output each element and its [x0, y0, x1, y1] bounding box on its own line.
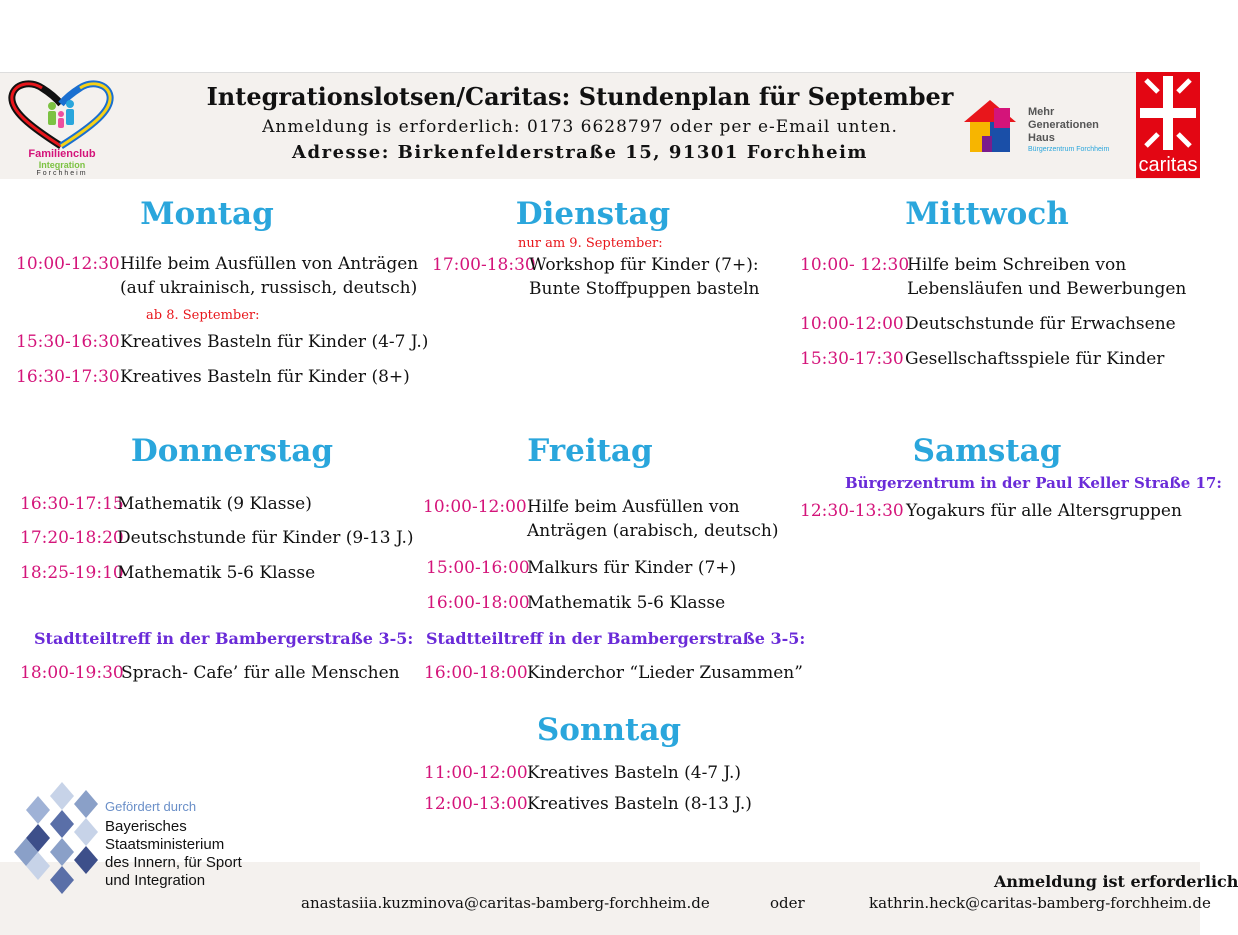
mgh-text-2: Generationen: [1028, 119, 1099, 131]
mgh-text-4: Bürgerzentrum Forchheim: [1028, 146, 1110, 153]
donnerstag-desc-2: Deutschstunde für Kinder (9-13 J.): [117, 528, 414, 548]
sonntag-time-1: 11:00-12:00: [424, 763, 528, 783]
header-subtitle: Anmeldung is erforderlich: 0173 6628797 oder per e-Email unten.: [262, 117, 898, 137]
mittwoch-time-2: 10:00-12:00: [800, 314, 904, 334]
logo-forchheim-text: Forchheim: [36, 170, 88, 177]
mgh-text-3: Haus: [1028, 132, 1055, 144]
freitag-desc-1b: Anträgen (arabisch, deutsch): [527, 521, 779, 541]
caritas-logo: [1136, 72, 1200, 178]
sponsor-text-4: des Innern, für Sport: [105, 854, 242, 871]
dienstag-time-1: 17:00-18:30: [432, 255, 536, 275]
mittwoch-desc-2: Deutschstunde für Erwachsene: [905, 314, 1176, 334]
donnerstag-time-2: 17:20-18:20: [20, 528, 124, 548]
freitag-desc-1: Hilfe beim Ausfüllen von: [527, 497, 740, 517]
donnerstag-desc-4: Sprach- Cafe’ für alle Menschen: [121, 663, 400, 683]
mgh-logo: [960, 96, 1130, 162]
mittwoch-desc-1b: Lebensläufen und Bewerbungen: [907, 279, 1187, 299]
mittwoch-desc-1: Hilfe beim Schreiben von: [907, 255, 1127, 275]
sonntag-desc-1: Kreatives Basteln (4-7 J.): [527, 763, 742, 783]
freitag-time-2: 15:00-16:00: [426, 558, 530, 578]
montag-desc-1b: (auf ukrainisch, russisch, deutsch): [120, 278, 418, 298]
dienstag-desc-1: Workshop für Kinder (7+):: [529, 255, 759, 275]
day-heading-montag: Montag: [140, 196, 274, 232]
freitag-desc-3: Mathematik 5-6 Klasse: [527, 593, 726, 613]
freitag-time-4: 16:00-18:00: [424, 663, 528, 683]
freitag-location: Stadtteiltreff in der Bambergerstraße 3-5:: [426, 629, 806, 648]
donnerstag-location: Stadtteiltreff in der Bambergerstraße 3-5:: [34, 629, 414, 648]
samstag-time-1: 12:30-13:30: [800, 501, 904, 521]
freitag-time-1: 10:00-12:00: [423, 497, 527, 517]
donnerstag-time-4: 18:00-19:30: [20, 663, 124, 683]
footer-or: oder: [770, 894, 805, 912]
freitag-time-3: 16:00-18:00: [426, 593, 530, 613]
mgh-text-1: Mehr: [1028, 106, 1055, 118]
day-heading-samstag: Samstag: [912, 433, 1062, 469]
dienstag-desc-1b: Bunte Stoffpuppen basteln: [529, 279, 760, 299]
freitag-desc-2: Malkurs für Kinder (7+): [527, 558, 737, 578]
mittwoch-time-3: 15:30-17:30: [800, 349, 904, 369]
dienstag-note: nur am 9. September:: [518, 236, 663, 251]
donnerstag-desc-1: Mathematik (9 Klasse): [117, 494, 312, 514]
freitag-desc-4: Kinderchor “Lieder Zusammen”: [527, 663, 803, 683]
sponsor-text-2: Bayerisches: [105, 818, 187, 835]
sonntag-desc-2: Kreatives Basteln (8-13 J.): [527, 794, 752, 814]
caritas-cross-icon: [1136, 72, 1200, 154]
montag-note: ab 8. September:: [146, 308, 260, 323]
footer-email-1[interactable]: anastasiia.kuzminova@caritas-bamberg-forchheim.de: [301, 894, 710, 912]
montag-desc-2: Kreatives Basteln für Kinder (4-7 J.): [120, 332, 429, 352]
footer-note: Anmeldung ist erforderlich: [994, 872, 1238, 891]
mittwoch-desc-3: Gesellschaftsspiele für Kinder: [905, 349, 1165, 369]
day-heading-freitag: Freitag: [527, 433, 653, 469]
donnerstag-desc-3: Mathematik 5-6 Klasse: [117, 563, 316, 583]
samstag-desc-1: Yogakurs für alle Altersgruppen: [906, 501, 1182, 521]
sponsor-text-5: und Integration: [105, 872, 206, 889]
day-heading-donnerstag: Donnerstag: [130, 433, 334, 469]
bavaria-rhombus-icon: [14, 782, 104, 894]
sponsor-logo: [14, 782, 274, 894]
day-heading-mittwoch: Mittwoch: [905, 196, 1069, 232]
header-address: Adresse: Birkenfelderstraße 15, 91301 Forchheim: [292, 142, 868, 163]
footer-email-2[interactable]: kathrin.heck@caritas-bamberg-forchheim.de: [869, 894, 1211, 912]
page-title: Integrationslotsen/Caritas: Stundenplan für September: [206, 82, 954, 111]
sonntag-time-2: 12:00-13:00: [424, 794, 528, 814]
montag-time-1: 10:00-12:30: [16, 254, 120, 274]
day-heading-sonntag: Sonntag: [536, 712, 682, 748]
montag-desc-1: Hilfe beim Ausfüllen von Anträgen: [120, 254, 419, 274]
sponsor-text-1: Gefördert durch: [105, 799, 197, 814]
house-icon: [960, 96, 1022, 158]
montag-time-3: 16:30-17:30: [16, 367, 120, 387]
samstag-location: Bürgerzentrum in der Paul Keller Straße 17:: [845, 474, 1222, 492]
donnerstag-time-3: 18:25-19:10: [20, 563, 124, 583]
logo-familienclub-text: Familienclub: [28, 148, 96, 160]
donnerstag-time-1: 16:30-17:15: [20, 494, 124, 514]
mittwoch-time-1: 10:00- 12:30: [800, 255, 910, 275]
sponsor-text-3: Staatsministerium: [105, 836, 225, 853]
montag-desc-3: Kreatives Basteln für Kinder (8+): [120, 367, 410, 387]
day-heading-dienstag: Dienstag: [515, 196, 671, 232]
caritas-text: caritas: [1136, 152, 1200, 178]
montag-time-2: 15:30-16:30: [16, 332, 120, 352]
logo-integration-text: Integration: [38, 160, 86, 170]
